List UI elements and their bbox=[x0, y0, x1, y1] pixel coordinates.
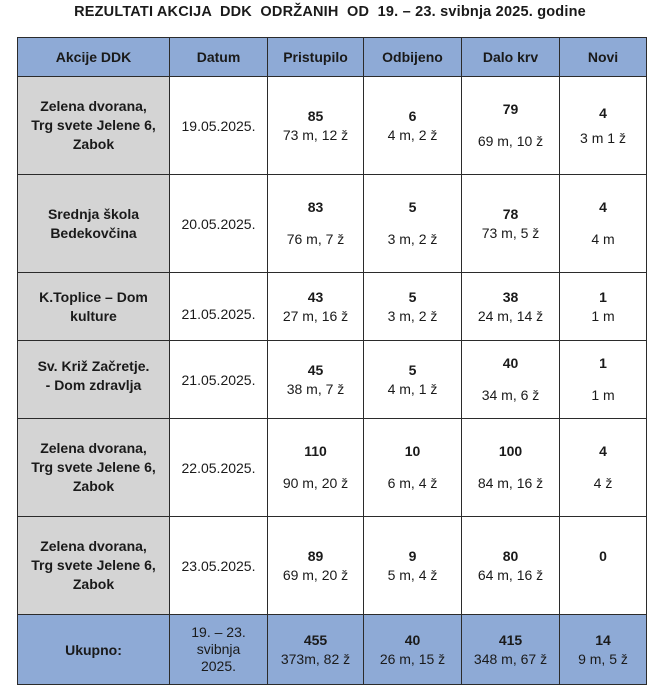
pristupilo-split: 90 m, 20 ž bbox=[282, 475, 349, 491]
place-line: Zabok bbox=[72, 576, 115, 592]
odbijeno-cell bbox=[364, 419, 462, 517]
header-row bbox=[18, 38, 647, 77]
pristupilo-total: 43 bbox=[307, 288, 324, 305]
novi-cell bbox=[560, 341, 647, 419]
novi-total: 4 bbox=[599, 443, 607, 459]
pristupilo-split: 69 m, 20 ž bbox=[282, 566, 349, 583]
header-akcije-ddk: Akcije DDK bbox=[18, 38, 170, 77]
place-line: Trg svete Jelene 6, bbox=[31, 557, 156, 573]
date-range-line: 19. – 23. bbox=[191, 624, 246, 640]
pristupilo-cell bbox=[268, 419, 364, 517]
pristupilo-cell bbox=[268, 273, 364, 341]
dalo-krv-cell bbox=[462, 273, 560, 341]
total-pristupilo bbox=[268, 615, 364, 685]
place-line: K.Toplice – Dom bbox=[39, 288, 148, 305]
total-odbijeno-value: 40 bbox=[404, 631, 421, 648]
odbijeno-total: 5 bbox=[408, 288, 417, 305]
place-cell bbox=[18, 77, 170, 175]
dalo-krv-split: 73 m, 5 ž bbox=[481, 224, 540, 241]
header-odbijeno: Odbijeno bbox=[364, 38, 462, 77]
header-dalo-krv: Dalo krv bbox=[462, 38, 560, 77]
pristupilo-split: 76 m, 7 ž bbox=[286, 231, 345, 247]
odbijeno-cell bbox=[364, 77, 462, 175]
pristupilo-total: 83 bbox=[307, 199, 324, 215]
novi-split: 4 m bbox=[591, 231, 615, 247]
novi-total: 1 bbox=[599, 288, 607, 305]
pristupilo-total: 89 bbox=[307, 547, 324, 564]
total-dalo-krv-split: 348 m, 67 ž bbox=[473, 650, 548, 667]
dalo-krv-cell bbox=[462, 517, 560, 615]
odbijeno-split: 4 m, 2 ž bbox=[387, 126, 438, 143]
place-line: Trg svete Jelene 6, bbox=[31, 459, 156, 475]
place-line: Zelena dvorana, bbox=[40, 538, 147, 554]
odbijeno-cell bbox=[364, 273, 462, 341]
pristupilo-total: 110 bbox=[304, 443, 327, 459]
date-cell: 22.05.2025. bbox=[170, 419, 268, 517]
table-row bbox=[18, 273, 647, 341]
dalo-krv-cell bbox=[462, 175, 560, 273]
novi-split: 1 m bbox=[591, 307, 615, 324]
pristupilo-cell bbox=[268, 517, 364, 615]
place-line: - Dom zdravlja bbox=[45, 376, 142, 393]
dalo-krv-split: 34 m, 6 ž bbox=[481, 387, 540, 403]
novi-total: 0 bbox=[599, 548, 607, 564]
dalo-krv-total: 80 bbox=[502, 547, 519, 564]
dalo-krv-split: 84 m, 16 ž bbox=[477, 475, 544, 491]
total-novi-split: 9 m, 5 ž bbox=[578, 650, 628, 667]
date-cell: 21.05.2025. bbox=[170, 341, 268, 419]
total-row bbox=[18, 615, 647, 685]
odbijeno-cell bbox=[364, 341, 462, 419]
place-line: Zelena dvorana, bbox=[40, 98, 147, 114]
table-row bbox=[18, 175, 647, 273]
place-line: Sv. Križ Začretje. bbox=[37, 357, 150, 374]
date-text: 21.05.2025. bbox=[181, 305, 256, 322]
odbijeno-cell bbox=[364, 517, 462, 615]
place-line: Trg svete Jelene 6, bbox=[31, 117, 156, 133]
table-row bbox=[18, 419, 647, 517]
table-row bbox=[18, 517, 647, 615]
table-row bbox=[18, 77, 647, 175]
dalo-krv-cell bbox=[462, 341, 560, 419]
place-line: kulture bbox=[70, 307, 117, 324]
dalo-krv-total: 38 bbox=[502, 288, 519, 305]
dalo-krv-total: 79 bbox=[502, 101, 519, 117]
total-novi-value: 14 bbox=[595, 631, 611, 648]
novi-split: 3 m 1 ž bbox=[580, 129, 626, 146]
dalo-krv-cell bbox=[462, 419, 560, 517]
odbijeno-cell bbox=[364, 175, 462, 273]
date-cell: 19.05.2025. bbox=[170, 77, 268, 175]
place-cell bbox=[18, 517, 170, 615]
total-dalo-krv-value: 415 bbox=[498, 631, 523, 648]
pristupilo-split: 73 m, 12 ž bbox=[282, 126, 349, 143]
odbijeno-split: 4 m, 1 ž bbox=[387, 380, 438, 397]
pristupilo-split: 38 m, 7 ž bbox=[286, 380, 345, 397]
header-novi: Novi bbox=[560, 38, 647, 77]
place-cell bbox=[18, 341, 170, 419]
pristupilo-cell bbox=[268, 77, 364, 175]
total-pristupilo-split: 373m, 82 ž bbox=[280, 650, 351, 667]
pristupilo-split: 27 m, 16 ž bbox=[282, 307, 349, 324]
total-odbijeno bbox=[364, 615, 462, 685]
place-line: Zabok bbox=[72, 478, 115, 494]
dalo-krv-total: 100 bbox=[498, 443, 523, 459]
date-cell: 20.05.2025. bbox=[170, 175, 268, 273]
table-row bbox=[18, 341, 647, 419]
novi-cell bbox=[560, 175, 647, 273]
place-cell bbox=[18, 273, 170, 341]
place-cell bbox=[18, 419, 170, 517]
novi-cell bbox=[560, 419, 647, 517]
total-dalo-krv bbox=[462, 615, 560, 685]
pristupilo-cell bbox=[268, 341, 364, 419]
dalo-krv-split: 69 m, 10 ž bbox=[477, 133, 544, 149]
pristupilo-cell bbox=[268, 175, 364, 273]
pristupilo-total: 45 bbox=[307, 361, 324, 378]
dalo-krv-split: 24 m, 14 ž bbox=[477, 307, 544, 324]
date-range-line: 2025. bbox=[200, 658, 237, 674]
dalo-krv-total: 78 bbox=[502, 205, 519, 222]
dalo-krv-split: 64 m, 16 ž bbox=[477, 566, 544, 583]
odbijeno-split: 5 m, 4 ž bbox=[387, 566, 438, 583]
place-line: Zelena dvorana, bbox=[40, 440, 147, 456]
total-novi bbox=[560, 615, 647, 685]
novi-total: 4 bbox=[599, 104, 607, 121]
place-line: Zabok bbox=[72, 136, 115, 152]
novi-split: 1 m bbox=[591, 387, 615, 403]
odbijeno-split: 6 m, 4 ž bbox=[387, 475, 438, 491]
dalo-krv-cell bbox=[462, 77, 560, 175]
place-cell bbox=[18, 175, 170, 273]
place-line: Srednja škola bbox=[47, 205, 140, 222]
date-cell: 23.05.2025. bbox=[170, 517, 268, 615]
total-date-range bbox=[170, 615, 268, 685]
novi-cell bbox=[560, 517, 647, 615]
date-range-line: svibnja bbox=[196, 641, 241, 657]
header-datum: Datum bbox=[170, 38, 268, 77]
novi-cell bbox=[560, 273, 647, 341]
dalo-krv-total: 40 bbox=[502, 355, 519, 371]
odbijeno-total: 6 bbox=[408, 107, 417, 124]
odbijeno-split: 3 m, 2 ž bbox=[387, 231, 438, 247]
odbijeno-split: 3 m, 2 ž bbox=[387, 307, 438, 324]
novi-cell bbox=[560, 77, 647, 175]
total-label: Ukupno: bbox=[18, 615, 170, 685]
total-odbijeno-split: 26 m, 15 ž bbox=[379, 650, 446, 667]
header-pristupilo: Pristupilo bbox=[268, 38, 364, 77]
document-title: REZULTATI AKCIJA DDK ODRŽANIH OD 19. – 23. svibnja 2025. godine bbox=[74, 4, 586, 20]
date-cell bbox=[170, 273, 268, 341]
odbijeno-total: 5 bbox=[408, 361, 417, 378]
odbijeno-total: 10 bbox=[404, 443, 421, 459]
place-line: Bedekovčina bbox=[50, 224, 137, 241]
total-pristupilo-value: 455 bbox=[303, 631, 328, 648]
pristupilo-total: 85 bbox=[307, 107, 324, 124]
novi-split: 4 ž bbox=[593, 475, 613, 491]
odbijeno-total: 9 bbox=[408, 547, 417, 564]
results-table bbox=[17, 37, 647, 685]
novi-total: 1 bbox=[599, 355, 607, 371]
novi-total: 4 bbox=[599, 199, 607, 215]
odbijeno-total: 5 bbox=[408, 199, 417, 215]
